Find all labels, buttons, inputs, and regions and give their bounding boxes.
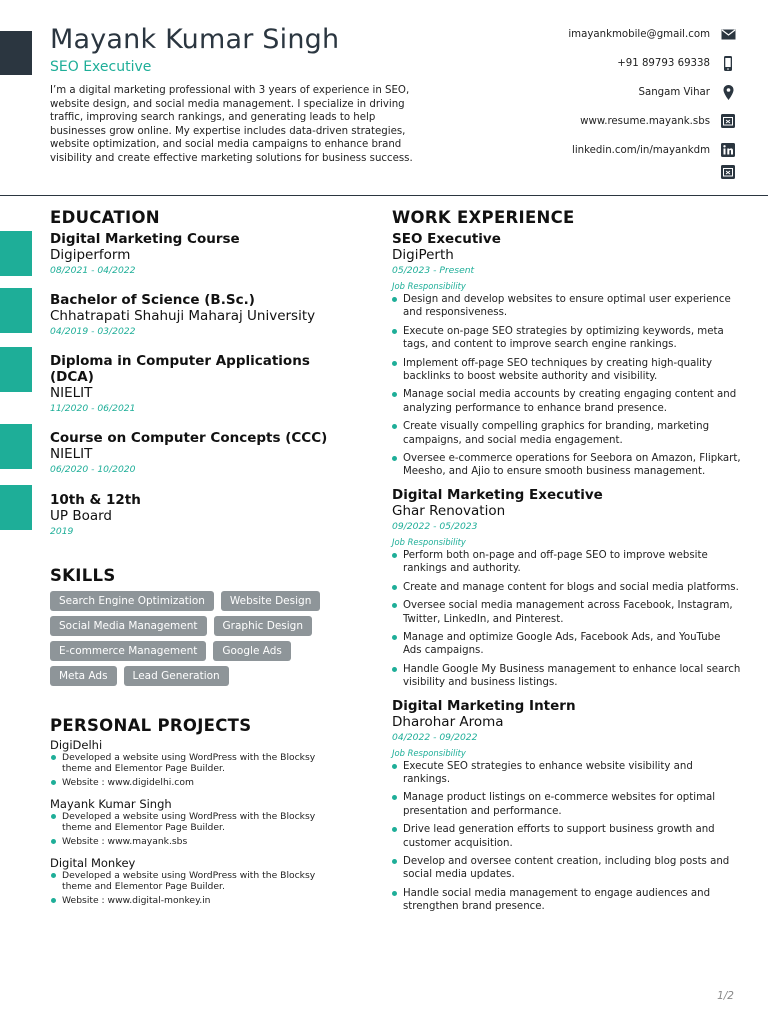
profile-summary: I’m a digital marketing professional with 3 years of experience in SEO, website design, and social media management. I specialize in driving traffic, improving search rankings, and generating leads to help businesses grow online. My expertise includes data-driven strategies, website optimization, and social media campaigns to enhance brand visibility and create effective marketing solutions for business success. — [50, 85, 413, 164]
education-entry — [50, 430, 370, 477]
link-icon[interactable] — [720, 164, 736, 180]
job-company: Ghar Renovation — [392, 502, 506, 519]
job-entry — [392, 231, 742, 479]
skill-tag: Meta Ads — [50, 666, 117, 686]
contact-email-text[interactable]: imayankmobile@gmail.com — [568, 28, 710, 40]
job-bullet: Execute SEO strategies to enhance website visibility and rankings. — [392, 760, 742, 787]
website-icon — [720, 113, 736, 129]
skills-heading: SKILLS — [50, 566, 116, 585]
skill-tag: E-commerce Management — [50, 641, 206, 661]
education-title: Digital Marketing Course — [50, 231, 240, 247]
linkedin-icon — [720, 142, 736, 158]
skill-tag: Google Ads — [213, 641, 291, 661]
job-bullet: Manage and optimize Google Ads, Facebook Ads, and YouTube Ads campaigns. — [392, 631, 742, 658]
job-responsibility-label: Job Responsibility — [392, 281, 466, 291]
job-dates: 05/2023 - Present — [392, 265, 475, 276]
job-bullet: Create visually compelling graphics for branding, marketing campaigns, and social media engagement. — [392, 420, 742, 447]
education-entry — [50, 353, 370, 416]
job-bullet: Manage product listings on e-commerce websites for optimal presentation and performance. — [392, 791, 742, 818]
project-description: Developed a website using WordPress with the Blocksy theme and Elementor Page Builder. — [50, 811, 320, 833]
education-dates: 08/2021 - 04/2022 — [50, 265, 136, 276]
job-bullet: Implement off-page SEO techniques by creating high-quality backlinks to boost website authority and visibility. — [392, 357, 742, 384]
education-marker — [0, 424, 32, 469]
right-column — [392, 208, 742, 919]
contact-phone[interactable] — [617, 53, 736, 73]
job-bullet: Develop and oversee content creation, including blog posts and social media updates. — [392, 855, 742, 882]
job-company: Dharohar Aroma — [392, 713, 504, 730]
education-heading: EDUCATION — [50, 208, 160, 227]
education-marker — [0, 347, 32, 392]
skills-list — [50, 591, 340, 686]
education-title: Course on Computer Concepts (CCC) — [50, 430, 328, 446]
job-title: Digital Marketing Executive — [392, 486, 603, 503]
candidate-role: SEO Executive — [50, 59, 152, 75]
job-title: SEO Executive — [392, 231, 501, 247]
projects-heading: PERSONAL PROJECTS — [50, 716, 252, 735]
header-accent-bar — [0, 31, 32, 75]
job-bullet: Execute on-page SEO strategies by optimizing keywords, meta tags, and content to improve search engine rankings. — [392, 325, 742, 352]
job-dates: 04/2022 - 09/2022 — [392, 731, 478, 743]
education-marker — [0, 288, 32, 333]
education-marker — [0, 231, 32, 276]
education-entry — [50, 231, 370, 278]
job-bullet: Oversee e-commerce operations for Seebora on Amazon, Flipkart, Meesho, and Ajio to ensure smooth business management. — [392, 452, 742, 479]
education-institution: UP Board — [50, 508, 112, 524]
education-entry — [50, 292, 370, 339]
education-institution: Digiperform — [50, 247, 131, 263]
contact-extra-link[interactable] — [720, 162, 736, 182]
job-bullets — [392, 549, 742, 690]
experience-heading: WORK EXPERIENCE — [392, 208, 575, 227]
job-entry — [392, 698, 742, 914]
location-pin-icon — [720, 84, 736, 100]
project-description: Developed a website using WordPress with the Blocksy theme and Elementor Page Builder. — [50, 870, 320, 892]
project-details — [50, 752, 320, 788]
job-bullets — [392, 293, 742, 479]
contact-phone-text[interactable]: +91 89793 69338 — [617, 57, 710, 69]
education-institution: NIELIT — [50, 385, 93, 401]
project-details — [50, 811, 320, 847]
education-title: Bachelor of Science (B.Sc.) — [50, 292, 255, 308]
contact-website-text[interactable]: www.resume.mayank.sbs — [580, 115, 710, 127]
job-entry — [392, 487, 742, 690]
project-description: Developed a website using WordPress with the Blocksy theme and Elementor Page Builder. — [50, 752, 320, 774]
job-bullet: Perform both on-page and off-page SEO to improve website rankings and authority. — [392, 549, 742, 576]
job-company: DigiPerth — [392, 247, 454, 263]
header-divider — [0, 195, 768, 196]
project-name: DigiDelhi — [50, 738, 103, 752]
project-entry — [50, 738, 370, 788]
education-dates: 04/2019 - 03/2022 — [50, 326, 136, 337]
project-website[interactable]: Website : www.mayank.sbs — [50, 836, 320, 847]
job-dates: 09/2022 - 05/2023 — [392, 520, 478, 532]
project-website[interactable]: Website : www.digidelhi.com — [50, 777, 320, 788]
project-entry — [50, 856, 370, 906]
job-bullet: Oversee social media management across Facebook, Instagram, Twitter, LinkedIn, and Pinterest. — [392, 599, 742, 626]
job-responsibility-label: Job Responsibility — [392, 747, 466, 758]
contact-location-text: Sangam Vihar — [638, 86, 710, 98]
education-dates: 2019 — [50, 526, 74, 537]
job-bullet: Drive lead generation efforts to support business growth and customer acquisition. — [392, 823, 742, 850]
project-name: Digital Monkey — [50, 856, 136, 870]
education-dates: 11/2020 - 06/2021 — [50, 403, 136, 414]
job-bullet: Handle social media management to engage audiences and strengthen brand presence. — [392, 887, 742, 914]
education-entry — [50, 492, 370, 539]
job-bullets — [392, 760, 742, 914]
job-bullet: Create and manage content for blogs and social media platforms. — [392, 581, 742, 594]
envelope-icon — [720, 26, 736, 42]
job-title: Digital Marketing Intern — [392, 697, 576, 714]
contact-website[interactable] — [580, 111, 736, 131]
contact-linkedin[interactable] — [572, 140, 736, 160]
job-bullet: Design and develop websites to ensure optimal user experience and responsiveness. — [392, 293, 742, 320]
project-website[interactable]: Website : www.digital-monkey.in — [50, 895, 320, 906]
education-institution: NIELIT — [50, 446, 93, 462]
page-number: 1/2 — [717, 990, 734, 1002]
project-entry — [50, 797, 370, 847]
job-bullet: Handle Google My Business management to enhance local search visibility and business listings. — [392, 663, 742, 690]
skill-tag: Website Design — [221, 591, 320, 611]
education-title: 10th & 12th — [50, 492, 141, 508]
contact-location — [638, 82, 736, 102]
contact-email[interactable] — [568, 24, 736, 44]
education-dates: 06/2020 - 10/2020 — [50, 464, 136, 475]
job-bullet: Manage social media accounts by creating engaging content and analyzing performance to enhance brand presence. — [392, 388, 742, 415]
skill-tag: Search Engine Optimization — [50, 591, 214, 611]
education-institution: Chhatrapati Shahuji Maharaj University — [50, 308, 316, 324]
left-column — [50, 208, 370, 906]
skill-tag: Graphic Design — [214, 616, 313, 636]
project-name: Mayank Kumar Singh — [50, 797, 172, 811]
phone-icon — [720, 55, 736, 71]
skill-tag: Social Media Management — [50, 616, 207, 636]
contact-linkedin-text[interactable]: linkedin.com/in/mayankdm — [571, 144, 710, 156]
project-details — [50, 870, 320, 906]
job-responsibility-label: Job Responsibility — [392, 536, 466, 547]
education-title: Diploma in Computer Applications (DCA) — [50, 353, 310, 385]
skill-tag: Lead Generation — [124, 666, 229, 686]
education-marker — [0, 485, 32, 530]
candidate-name: Mayank Kumar Singh — [50, 24, 340, 55]
